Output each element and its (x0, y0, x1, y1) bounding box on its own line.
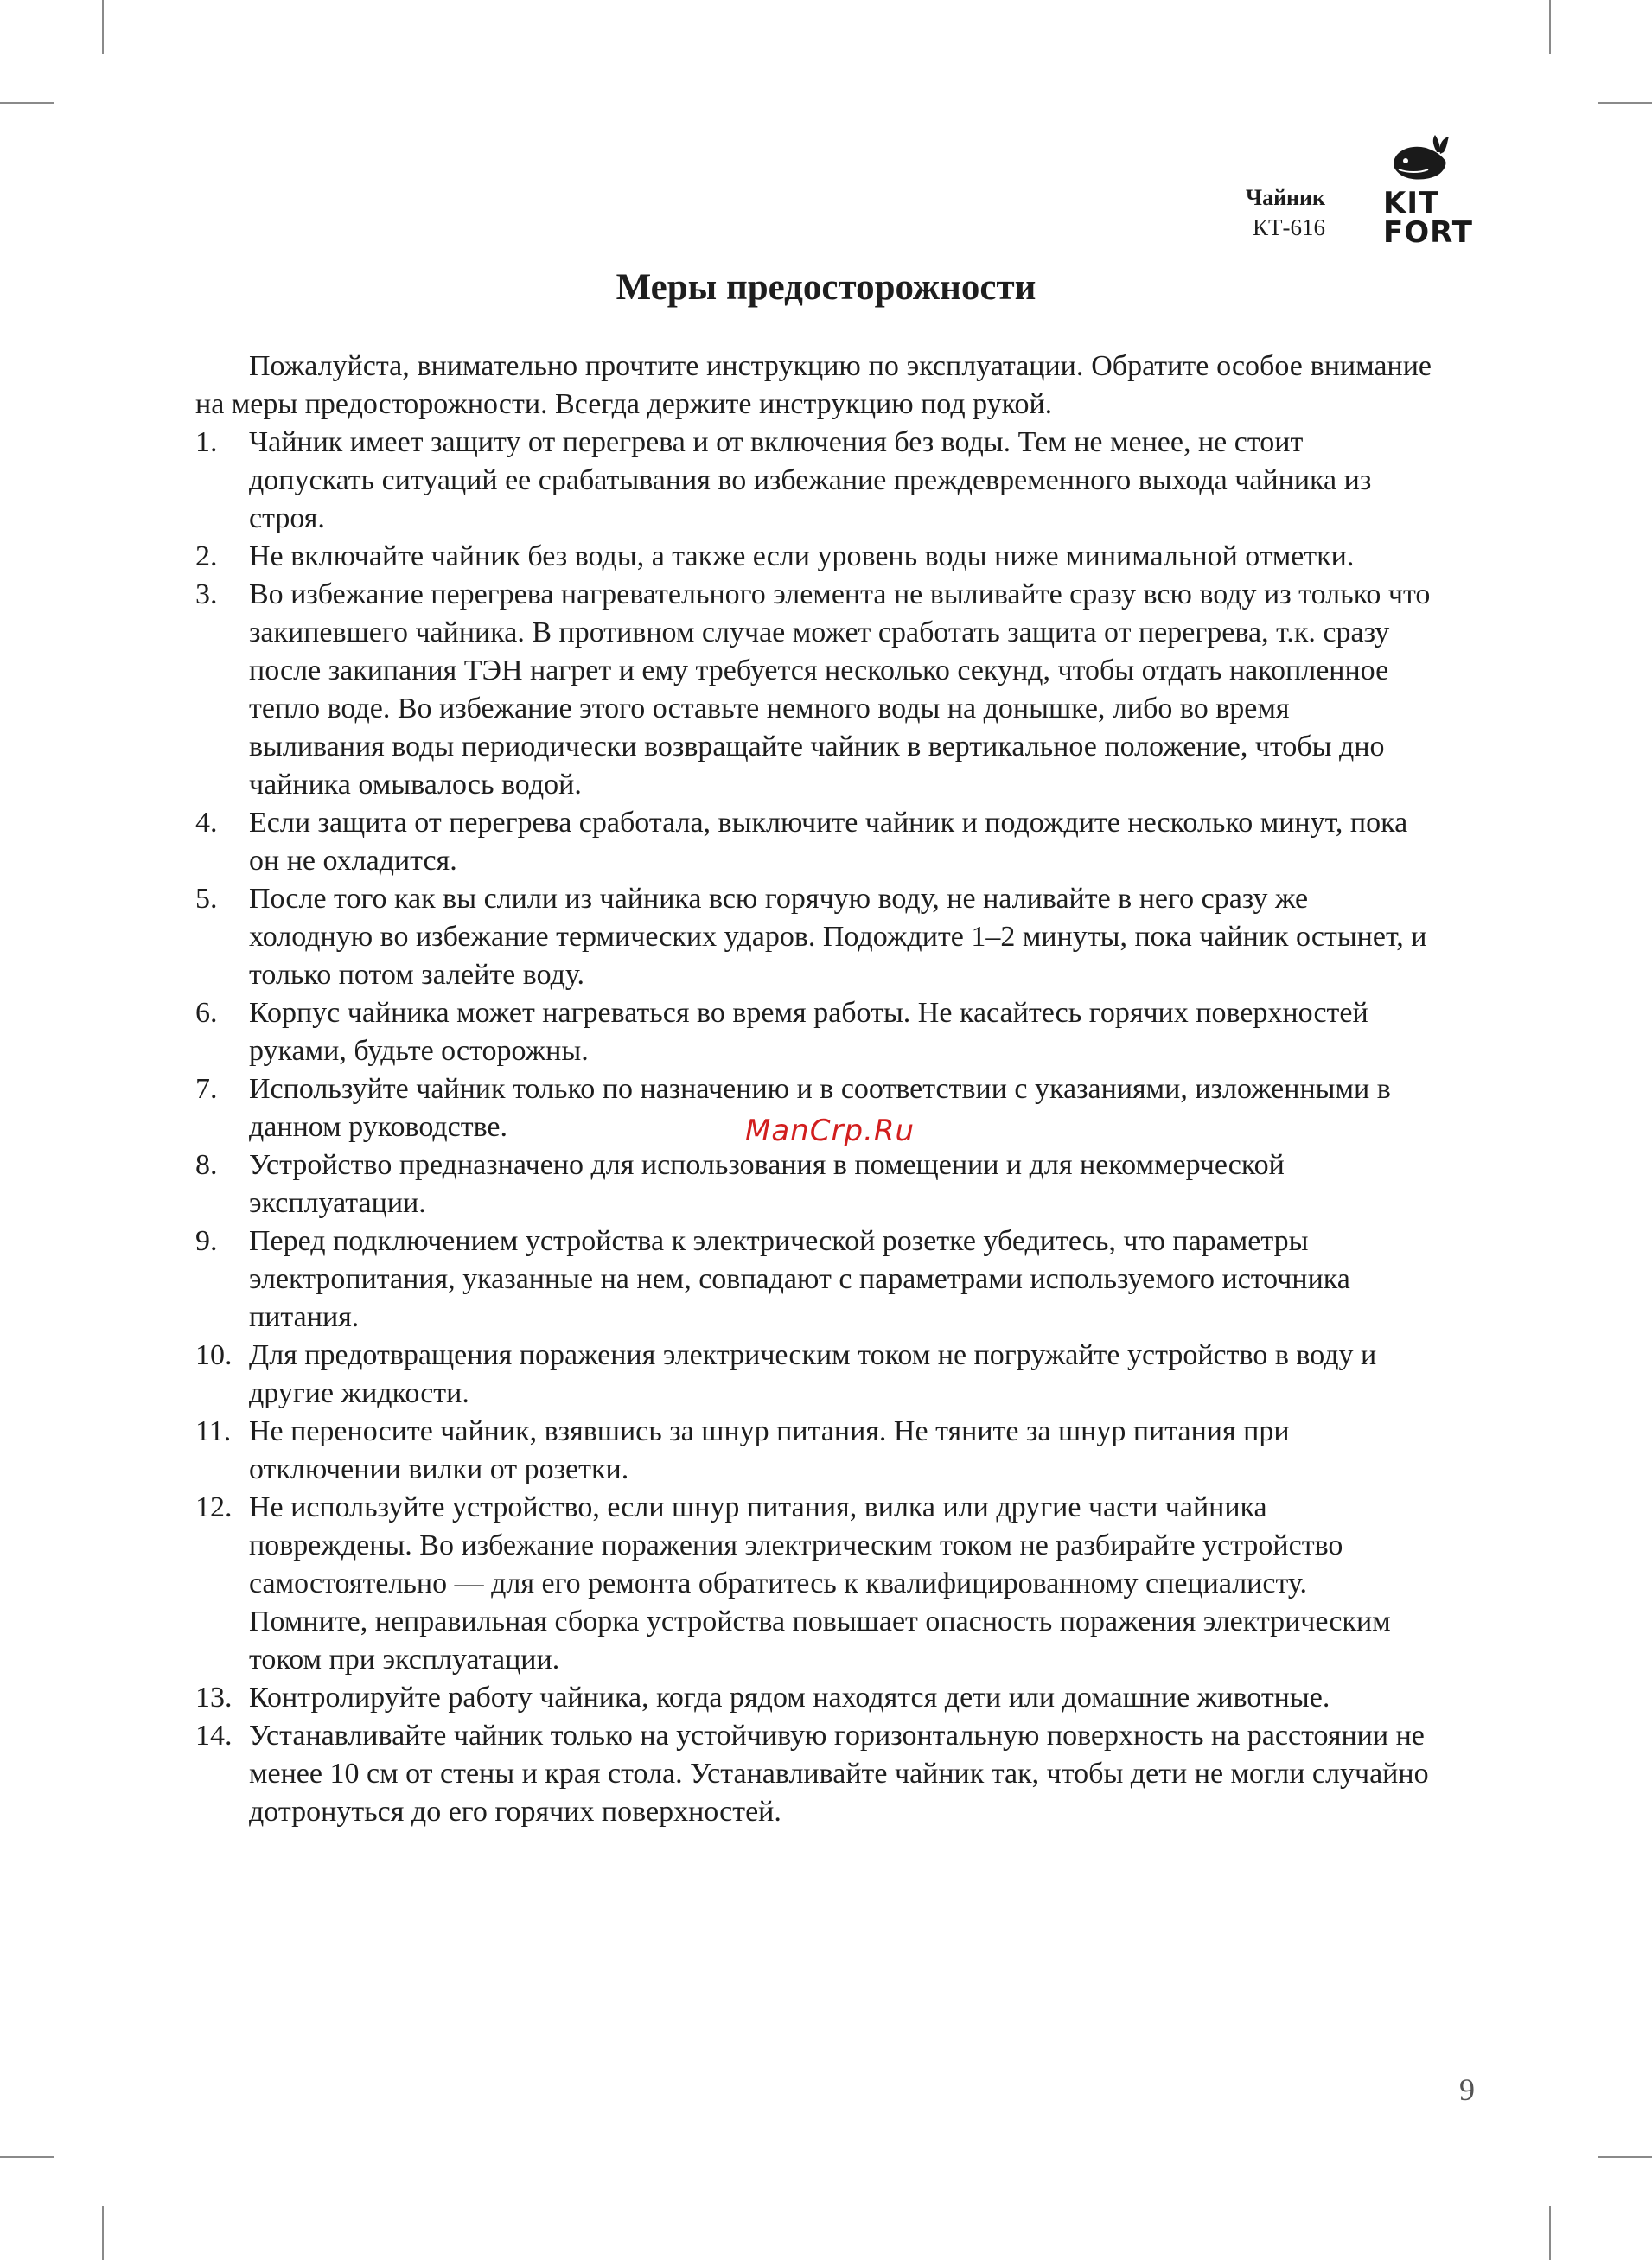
item-number: 6. (195, 997, 218, 1029)
item-number: 13. (195, 1682, 233, 1714)
item-text: Используйте чайник только по назначению и в соответствии с указаниями, изложенными в данном руководстве. (249, 1073, 1391, 1143)
item-number: 3. (195, 578, 218, 610)
item-number: 8. (195, 1149, 218, 1181)
item-text: Для предотвращения поражения электрическим током не погружайте устройство в воду и другие жидкости. (249, 1339, 1377, 1409)
item-text: Не включайте чайник без воды, а также если уровень воды ниже минимальной отметки. (249, 540, 1355, 572)
item-text: После того как вы слили из чайника всю горячую воду, не наливайте в него сразу же холодную во избежание термических ударов. Подождите 1–2 минуты, пока чайник остынет, и только потом залейте воду. (249, 883, 1427, 991)
list-item (195, 804, 1432, 880)
item-text: Не используйте устройство, если шнур питания, вилка или другие части чайника повреждены. Во избежание поражения электрическим током не разбирайте устройство самостоятельно — для его ремонта обратитесь к квалифицированному специалисту. Помните, неправильная сборка устройства повышает опасность поражения электрическим током при эксплуатации. (249, 1491, 1391, 1676)
list-item (195, 1223, 1432, 1337)
crop-mark (102, 2206, 104, 2260)
item-text: Чайник имеет защиту от перегрева и от включения без воды. Тем не менее, не стоит допускать ситуаций ее срабатывания во избежание преждевременного выхода чайника из строя. (249, 426, 1372, 534)
crop-mark (0, 2156, 54, 2158)
product-model: КТ-616 (1253, 214, 1325, 240)
item-number: 14. (195, 1720, 233, 1752)
whale-icon (1390, 135, 1451, 185)
item-text: Устанавливайте чайник только на устойчивую горизонтальную поверхность на расстоянии не менее 10 см от стены и края стола. Устанавливайте чайник так, чтобы дети не могли случайно дотронуться до его горячих поверхностей. (249, 1720, 1429, 1828)
list-item (195, 1337, 1432, 1413)
item-number: 11. (195, 1415, 232, 1447)
item-number: 5. (195, 883, 218, 915)
list-item (195, 994, 1432, 1070)
logo-text-fort: FORT (1383, 215, 1473, 250)
crop-mark (1598, 102, 1652, 104)
list-item (195, 1413, 1432, 1489)
list-item (195, 538, 1432, 576)
item-text: Контролируйте работу чайника, когда рядом находятся дети или домашние животные. (249, 1682, 1330, 1714)
crop-mark (1549, 2206, 1551, 2260)
list-item (195, 424, 1432, 538)
logo-text-kit: KIT (1383, 186, 1440, 220)
item-number: 12. (195, 1491, 233, 1523)
item-text: Во избежание перегрева нагревательного элемента не выливайте сразу всю воду из только что закипевшего чайника. В противном случае может сработать защита от перегрева, т.к. сразу после закипания ТЭН нагрет и ему требуется несколько секунд, чтобы отдать накопленное тепло воде. Во избежание этого оставьте немного воды на донышке, либо во время выливания воды периодически возвращайте чайник в вертикальное положение, чтобы дно чайника омывалось водой. (249, 578, 1431, 801)
page-number: 9 (1459, 2072, 1475, 2107)
list-item (195, 880, 1432, 994)
item-text: Устройство предназначено для использования в помещении и для некоммерческой эксплуатации. (249, 1149, 1285, 1219)
item-number: 10. (195, 1339, 233, 1371)
crop-mark (0, 102, 54, 104)
list-item (195, 1489, 1432, 1679)
intro-paragraph: Пожалуйста, внимательно прочтите инструкцию по эксплуатации. Обратите особое внимание на меры предосторожности. Всегда держите инструкцию под рукой. (195, 350, 1432, 420)
item-text: Если защита от перегрева сработала, выключите чайник и подождите несколько минут, пока он не охладится. (249, 807, 1408, 877)
page-title: Меры предосторожности (616, 267, 1036, 308)
list-item (195, 576, 1432, 804)
item-number: 7. (195, 1073, 218, 1105)
item-number: 2. (195, 540, 218, 572)
item-number: 1. (195, 426, 218, 458)
item-number: 4. (195, 807, 218, 839)
product-name: Чайник (1245, 185, 1325, 210)
item-text: Корпус чайника может нагреваться во время работы. Не касайтесь горячих поверхностей руками, будьте осторожны. (249, 997, 1368, 1067)
list-item (195, 1679, 1432, 1717)
list-item (195, 1146, 1432, 1223)
item-text: Не переносите чайник, взявшись за шнур питания. Не тяните за шнур питания при отключении вилки от розетки. (249, 1415, 1290, 1485)
kitfort-logo (1381, 135, 1473, 250)
document-body (195, 348, 1432, 1831)
item-text: Перед подключением устройства к электрической розетке убедитесь, что параметры электропитания, указанные на нем, совпадают с параметрами используемого источника питания. (249, 1225, 1350, 1333)
item-number: 9. (195, 1225, 218, 1257)
watermark: ManCrp.Ru (745, 1114, 915, 1148)
crop-mark (102, 0, 104, 54)
crop-mark (1549, 0, 1551, 54)
crop-mark (1598, 2156, 1652, 2158)
list-item (195, 1717, 1432, 1831)
